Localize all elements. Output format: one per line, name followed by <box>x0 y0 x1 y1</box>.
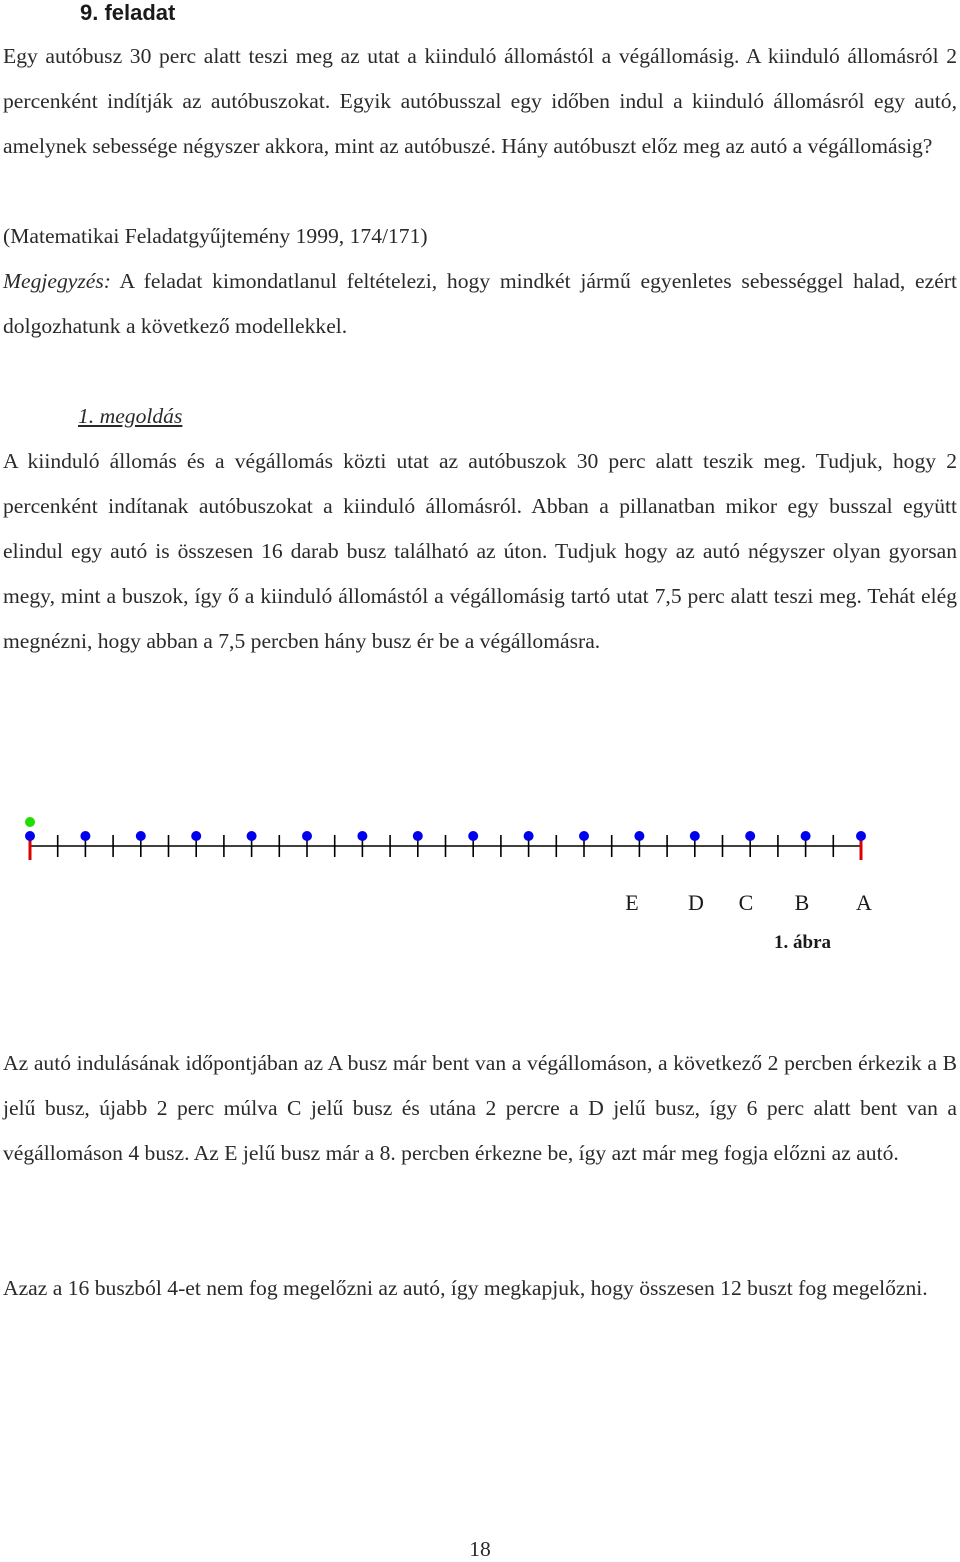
bus-dot <box>413 831 423 841</box>
bus-dot <box>25 831 35 841</box>
bus-dot <box>191 831 201 841</box>
explanation-paragraph-1: Az autó indulásának időpontjában az A busz már bent van a végállomáson, a következő 2 percben érkezik a B jelű busz, újabb 2 perc múlva C jelű busz és utána 2 percre a D jelű busz, így 6 perc alatt bent van a végállomáson 4 busz. Az E jelű busz már a 8. percben érkezne be, így azt már meg fogja előzni az autó. <box>3 1051 957 1165</box>
problem-statement <box>3 34 957 169</box>
task-heading: 9. feladat <box>80 0 176 25</box>
page-number: 18 <box>469 1537 491 1561</box>
bus-dot <box>524 831 534 841</box>
solution-paragraph: A kiinduló állomás és a végállomás közti utat az autóbuszok 30 perc alatt teszik meg. Tudjuk, hogy 2 percenként indítanak autóbuszokat a kiinduló állomásról. Abban a pillanatban mikor egy busszal együtt elindul egy autó is összesen 16 darab busz található az úton. Tudjuk hogy az autó négyszer olyan gyorsan megy, mint a buszok, így ő a kiinduló állomástól a végállomásig tartó utat 7,5 perc alatt teszi meg. Tehát elég megnézni, hogy abban a 7,5 percben hány busz ér be a végállomásra. <box>3 449 957 653</box>
figure-caption: 1. ábra <box>774 932 831 953</box>
bus-label-b: B <box>794 890 810 915</box>
bus-dot <box>579 831 589 841</box>
problem-text: Egy autóbusz 30 perc alatt teszi meg az utat a kiinduló állomástól a végállomásig. A kiinduló állomásról 2 percenként indítják az autóbuszokat. Egyik autóbusszal egy időben indul a kiinduló állomásról egy autó, amelynek sebessége négyszer akkora, mint az autóbuszé. Hány autóbuszt előz meg az autó a végállomásig? <box>3 44 957 158</box>
car-dot <box>25 817 35 827</box>
bus-dot <box>357 831 367 841</box>
note-label: Megjegyzés: <box>3 269 111 293</box>
bus-dot <box>468 831 478 841</box>
figure-1 <box>0 800 960 970</box>
explanation-paragraph-2: Azaz a 16 buszból 4-et nem fog megelőzni az autó, így megkapjuk, hogy összesen 12 buszt fog megelőzni. <box>3 1276 928 1300</box>
bus-dot <box>302 831 312 841</box>
bus-dot <box>634 831 644 841</box>
bus-label-d: D <box>688 890 704 915</box>
problem-source: (Matematikai Feladatgyűjtemény 1999, 174/171) <box>3 224 428 248</box>
bus-label-a: A <box>856 890 872 915</box>
bus-timeline-diagram <box>0 800 960 930</box>
bus-dot <box>80 831 90 841</box>
bus-dot <box>690 831 700 841</box>
bus-dot <box>801 831 811 841</box>
bus-dot <box>136 831 146 841</box>
bus-label-e: E <box>625 890 639 915</box>
note-text: A feladat kimondatlanul feltételezi, hogy mindkét jármű egyenletes sebességgel halad, ezért dolgozhatunk a következő modellekkel. <box>3 269 957 338</box>
bus-dot <box>247 831 257 841</box>
bus-dot <box>856 831 866 841</box>
note-paragraph <box>3 259 957 349</box>
bus-label-c: C <box>738 890 754 915</box>
solution-title: 1. megoldás <box>78 404 183 428</box>
bus-dot <box>745 831 755 841</box>
